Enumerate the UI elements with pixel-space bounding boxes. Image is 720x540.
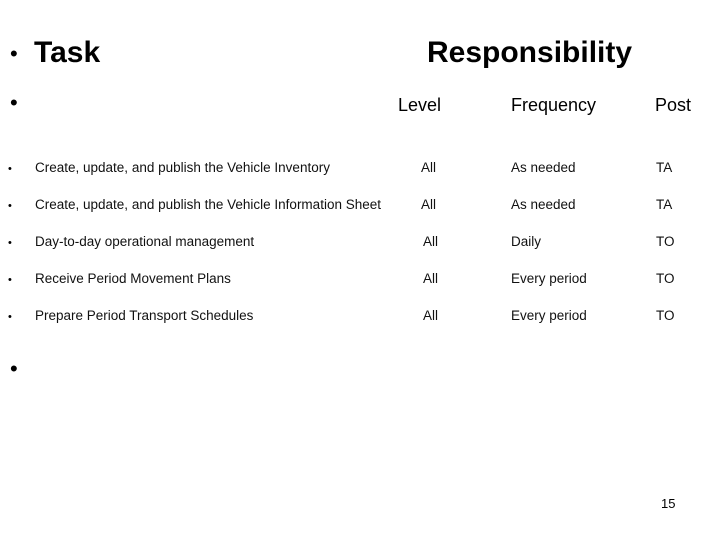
frequency-cell: As needed	[511, 197, 576, 212]
row-bullet: •	[8, 163, 12, 175]
row-bullet: •	[8, 311, 12, 323]
bullet-task: •	[10, 41, 18, 66]
level-cell: All	[423, 234, 439, 249]
column-header-level: Level	[398, 95, 442, 115]
level-cell: All	[421, 197, 437, 212]
task-cell: Create, update, and publish the Vehicle Inventory	[35, 160, 330, 175]
frequency-cell: Daily	[511, 234, 542, 249]
row-bullet: •	[8, 237, 12, 249]
post-cell: TO	[656, 271, 675, 286]
frequency-cell: Every period	[511, 271, 587, 286]
post-cell: TO	[656, 234, 675, 249]
task-cell: Receive Period Movement Plans	[35, 271, 231, 286]
page-number: 15	[661, 496, 676, 511]
row-bullet: •	[8, 274, 12, 286]
level-cell: All	[421, 160, 437, 175]
column-header-frequency: Frequency	[511, 95, 597, 115]
row-bullet: •	[8, 200, 12, 212]
bullet-columns: •	[10, 90, 18, 115]
responsibility-heading: Responsibility	[427, 36, 633, 69]
frequency-cell: As needed	[511, 160, 576, 175]
level-cell: All	[423, 308, 439, 323]
level-cell: All	[423, 271, 439, 286]
task-cell: Prepare Period Transport Schedules	[35, 308, 254, 323]
bullet-empty: •	[10, 356, 18, 381]
task-heading: Task	[34, 36, 101, 69]
post-cell: TA	[656, 160, 673, 175]
post-cell: TO	[656, 308, 675, 323]
column-header-post: Post	[655, 95, 692, 115]
task-cell: Day-to-day operational management	[35, 234, 255, 249]
task-cell: Create, update, and publish the Vehicle Information Sheet	[35, 197, 381, 212]
post-cell: TA	[656, 197, 673, 212]
frequency-cell: Every period	[511, 308, 587, 323]
